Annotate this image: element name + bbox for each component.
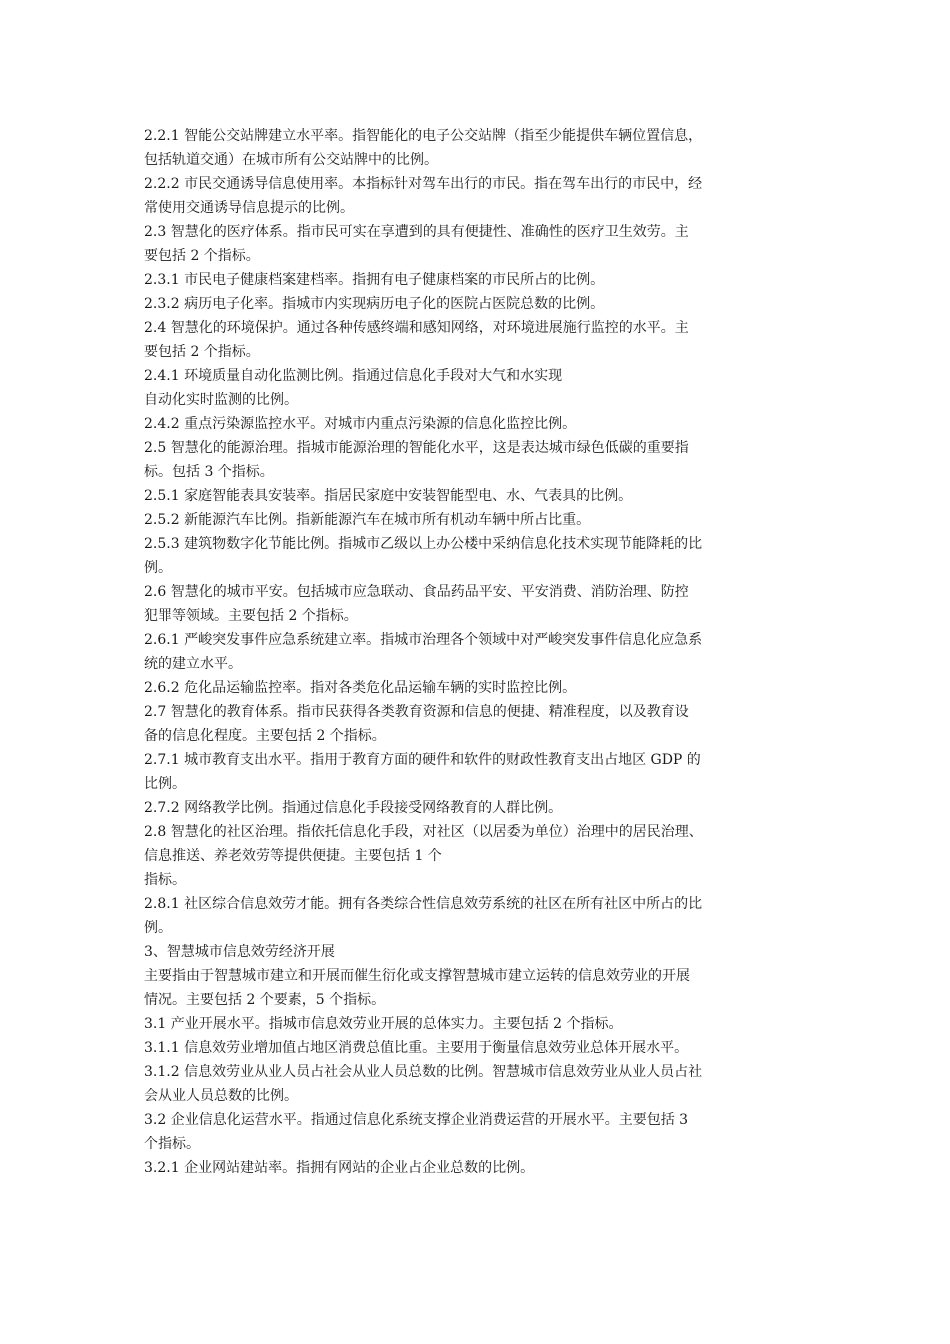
paragraph [144, 508, 824, 532]
document-page [144, 124, 824, 1180]
paragraph [144, 172, 824, 220]
text-line: 2.6.2 危化品运输监控率。指对各类危化品运输车辆的实时监控比例。 [144, 680, 577, 696]
text-line: 2.4.1 环境质量自动化监测比例。指通过信息化手段对大气和水实现 [144, 368, 563, 384]
text-line: 2.5 智慧化的能源治理。指城市能源治理的智能化水平，这是表达城市绿色低碳的重要指 [144, 440, 689, 456]
paragraph [144, 220, 824, 268]
text-line: 2.2.1 智能公交站牌建立水平率。指智能化的电子公交站牌（指至少能提供车辆位置信息， [144, 128, 703, 144]
text-line: 要包括 2 个指标。 [144, 344, 260, 360]
text-line: 2.7.2 网络教学比例。指通过信息化手段接受网络教育的人群比例。 [144, 800, 563, 816]
text-line: 常使用交通诱导信息提示的比例。 [144, 200, 354, 216]
paragraph [144, 1060, 824, 1108]
paragraph [144, 1108, 824, 1156]
text-line: 自动化实时监测的比例。 [144, 392, 298, 408]
text-line: 3.2.1 企业网站建站率。指拥有网站的企业占企业总数的比例。 [144, 1160, 535, 1176]
text-line: 2.8.1 社区综合信息效劳才能。拥有各类综合性信息效劳系统的社区在所有社区中所占的比 [144, 896, 703, 912]
paragraph [144, 1012, 824, 1036]
text-line: 3.2 企业信息化运营水平。指通过信息化系统支撑企业消费运营的开展水平。主要包括 3 [144, 1112, 689, 1128]
paragraph [144, 892, 824, 940]
text-line: 2.5.2 新能源汽车比例。指新能源汽车在城市所有机动车辆中所占比重。 [144, 512, 591, 528]
paragraph [144, 1036, 824, 1060]
text-line: 2.7.1 城市教育支出水平。指用于教育方面的硬件和软件的财政性教育支出占地区 GDP 的 [144, 752, 701, 768]
text-line: 2.7 智慧化的教育体系。指市民获得各类教育资源和信息的便捷、精准程度，以及教育设 [144, 704, 689, 720]
paragraph [144, 820, 824, 868]
text-line: 2.3 智慧化的医疗体系。指市民可实在享遭到的具有便捷性、准确性的医疗卫生效劳。主 [144, 224, 689, 240]
text-line: 例。 [144, 920, 172, 936]
text-line: 3.1.2 信息效劳业从业人员占社会从业人员总数的比例。智慧城市信息效劳业从业人员占社 [144, 1064, 703, 1080]
text-line: 2.4 智慧化的环境保护。通过各种传感终端和感知网络，对环境进展施行监控的水平。主 [144, 320, 689, 336]
paragraph [144, 268, 824, 292]
text-line: 例。 [144, 560, 172, 576]
paragraph [144, 292, 824, 316]
paragraph [144, 532, 824, 580]
text-line: 2.6.1 严峻突发事件应急系统建立率。指城市治理各个领域中对严峻突发事件信息化应急系 [144, 632, 703, 648]
text-line: 个指标。 [144, 1136, 200, 1152]
paragraph [144, 124, 824, 172]
paragraph [144, 436, 824, 484]
text-line: 2.5.1 家庭智能表具安装率。指居民家庭中安装智能型电、水、气表具的比例。 [144, 488, 633, 504]
text-line: 情况。主要包括 2 个要素，5 个指标。 [144, 992, 386, 1008]
text-line: 2.8 智慧化的社区治理。指依托信息化手段，对社区（以居委为单位）治理中的居民治理、 [144, 824, 703, 840]
text-line: 2.3.2 病历电子化率。指城市内实现病历电子化的医院占医院总数的比例。 [144, 296, 605, 312]
text-line: 包括轨道交通）在城市所有公交站牌中的比例。 [144, 152, 438, 168]
text-line: 3.1.1 信息效劳业增加值占地区消费总值比重。主要用于衡量信息效劳业总体开展水平。 [144, 1040, 689, 1056]
paragraph [144, 796, 824, 820]
text-line: 统的建立水平。 [144, 656, 242, 672]
text-line: 2.4.2 重点污染源监控水平。对城市内重点污染源的信息化监控比例。 [144, 416, 577, 432]
paragraph [144, 388, 824, 412]
paragraph [144, 868, 824, 892]
paragraph [144, 700, 824, 748]
text-line: 3、智慧城市信息效劳经济开展 [144, 944, 335, 960]
paragraph [144, 484, 824, 508]
paragraph [144, 964, 824, 1012]
text-line: 3.1 产业开展水平。指城市信息效劳业开展的总体实力。主要包括 2 个指标。 [144, 1016, 623, 1032]
text-line: 标。包括 3 个指标。 [144, 464, 274, 480]
text-line: 备的信息化程度。主要包括 2 个指标。 [144, 728, 386, 744]
paragraph [144, 412, 824, 436]
text-line: 比例。 [144, 776, 186, 792]
text-line: 指标。 [144, 872, 186, 888]
text-line: 2.2.2 市民交通诱导信息使用率。本指标针对驾车出行的市民。指在驾车出行的市民中，经 [144, 176, 703, 192]
paragraph [144, 316, 824, 364]
text-line: 2.3.1 市民电子健康档案建档率。指拥有电子健康档案的市民所占的比例。 [144, 272, 605, 288]
text-line: 2.6 智慧化的城市平安。包括城市应急联动、食品药品平安、平安消费、消防治理、防控 [144, 584, 689, 600]
paragraph [144, 676, 824, 700]
paragraph [144, 748, 824, 796]
text-line: 主要指由于智慧城市建立和开展而催生衍化或支撑智慧城市建立运转的信息效劳业的开展 [144, 968, 690, 984]
paragraph [144, 1156, 824, 1180]
text-line: 要包括 2 个指标。 [144, 248, 260, 264]
text-line: 2.5.3 建筑物数字化节能比例。指城市乙级以上办公楼中采纳信息化技术实现节能降耗的比 [144, 536, 703, 552]
text-line: 会从业人员总数的比例。 [144, 1088, 298, 1104]
paragraph [144, 364, 824, 388]
text-line: 犯罪等领域。主要包括 2 个指标。 [144, 608, 358, 624]
paragraph [144, 580, 824, 628]
text-line: 信息推送、养老效劳等提供便捷。主要包括 1 个 [144, 848, 442, 864]
paragraph [144, 940, 824, 964]
paragraph [144, 628, 824, 676]
